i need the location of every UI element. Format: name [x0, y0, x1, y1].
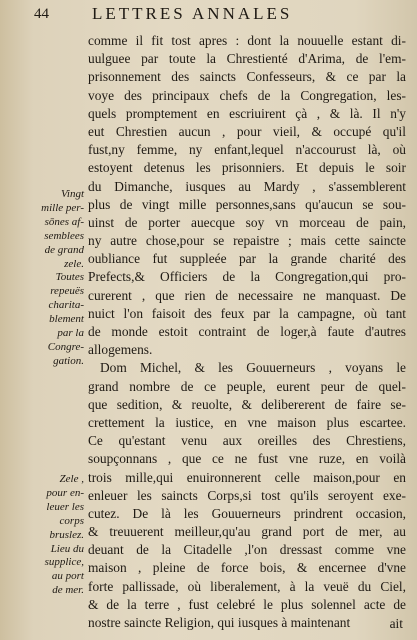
text-line: & treuuerent meilleur,qu'au grand port de mer, au: [88, 524, 406, 540]
text-line: forte pallissade, où liberalement, à la veuë du Ciel,: [88, 578, 406, 594]
text-line: soupçonnans , que ce ne fust vne ruze, en voilà: [88, 451, 406, 467]
page-header: [34, 4, 394, 24]
catchword: ait: [389, 616, 403, 631]
text-line: comme il fit tost apres : dont la nouuelle estant di-: [88, 33, 406, 48]
margin-note-assembly: [4, 188, 84, 369]
margin-note-line: corps: [59, 514, 84, 527]
margin-note-line: Vingt: [60, 188, 84, 200]
text-line: enleuer les saincts Corps,si tost qu'ils seroyent exe-: [88, 487, 406, 503]
margin-note-line: de grand: [44, 243, 84, 256]
margin-note-line: Zele ,: [59, 473, 84, 485]
text-line: allogemens.: [88, 342, 153, 358]
margin-note-line: gation.: [53, 354, 84, 367]
margin-note-line: bruslez.: [49, 528, 84, 541]
text-line: Dom Michel, & les Gouuerneurs , voyans le: [100, 360, 406, 376]
margin-note-line: par la: [57, 327, 84, 340]
margin-note-line: de mer.: [52, 584, 84, 597]
text-line: oubliance fut suppleée par la grande charité des: [88, 251, 406, 267]
margin-note-line: blement: [49, 313, 84, 326]
margin-note-line: Congre-: [47, 340, 84, 353]
text-line: maison , pleine de force bois, & encernee d'vne: [88, 560, 406, 576]
margin-note-zeal: [4, 473, 84, 598]
text-line: eut Chrestien aucun , pour vieil, & occupé qu'il: [88, 123, 406, 139]
text-line: Ce qu'estant venu aux oreilles des Chrestiens,: [88, 433, 406, 449]
text-line: trois mille,qui enuironnerent celle maison,pour en: [88, 469, 406, 485]
text-line: prisonnement des saincts Confesseurs, & ce par la: [88, 69, 406, 85]
text-line: cutez. De là les Gouuerneurs prindrent occasion,: [88, 505, 406, 521]
text-line: quels promptement en escriuirent çà , & là. Il n'y: [88, 105, 406, 121]
margin-note-line: au port: [51, 570, 84, 583]
margin-note-line: mille per-: [41, 201, 84, 214]
margin-note-line: supplice,: [44, 556, 84, 569]
text-line: voye des principaux chefs de la Congregation, les-: [88, 87, 406, 103]
text-line: estoyent detenus les prisonniers. Et depuis le soir: [88, 160, 406, 176]
margin-note-line: pour en-: [46, 486, 84, 499]
text-line: que sedition, & reuolte, & delibererent de faire se-: [88, 396, 406, 412]
text-line: deuant de la Citadelle ,l'on dressast comme vne: [88, 542, 406, 558]
text-line: fust,ny femme, ny enfant,lequel n'accourust là, où: [88, 142, 406, 158]
text-line: crettement la iustice, en vne maison plus escartee.: [88, 414, 406, 430]
margin-note-line: Lieu du: [50, 542, 84, 555]
text-line: grand nombre de ce peuple, eurent peur de quel-: [88, 378, 406, 394]
text-line: uulguee par toute la Chrestienté d'Arima, de l'em-: [88, 51, 406, 67]
body-text: [88, 32, 406, 632]
text-line: & de la terre , fust celebré le plus solennel acte de: [88, 596, 406, 612]
page-number: 44: [34, 6, 49, 22]
margin-note-line: repeuës: [50, 285, 84, 298]
margin-note-line: leuer les: [46, 500, 84, 513]
margin-note-line: sōnes af-: [44, 215, 84, 228]
text-line: nuict l'on faisoit des feux par la campagne, où tant: [88, 305, 406, 321]
text-line: uinst de porter auecque soy vn morceau de pain,: [88, 214, 406, 230]
margin-note-line: charita-: [48, 299, 84, 312]
text-line: de monde estoit contraint de loger,à faute d'autres: [88, 324, 406, 339]
margin-note-line: zele.: [64, 257, 84, 270]
text-line: ny autre chose,pour se repaistre ; mais cette saincte: [88, 233, 406, 249]
text-line: Prefects,& Officiers de la Congregation,qui pro-: [88, 269, 406, 285]
text-line: nostre saincte Religion, qui iusques à maintenant: [88, 615, 351, 630]
text-line: plus de vingt mille personnes,sans qu'aucun se sou-: [88, 196, 406, 212]
text-line: curerent , que rien de necessaire ne manquast. De: [88, 287, 406, 303]
text-line: du Dimanche, iusques au Mardy , s'assemblerent: [88, 178, 406, 194]
running-title: LETTRES ANNALES: [92, 4, 293, 23]
margin-note-line: semblees: [44, 229, 84, 242]
margin-note-line: Toutes: [55, 271, 84, 284]
